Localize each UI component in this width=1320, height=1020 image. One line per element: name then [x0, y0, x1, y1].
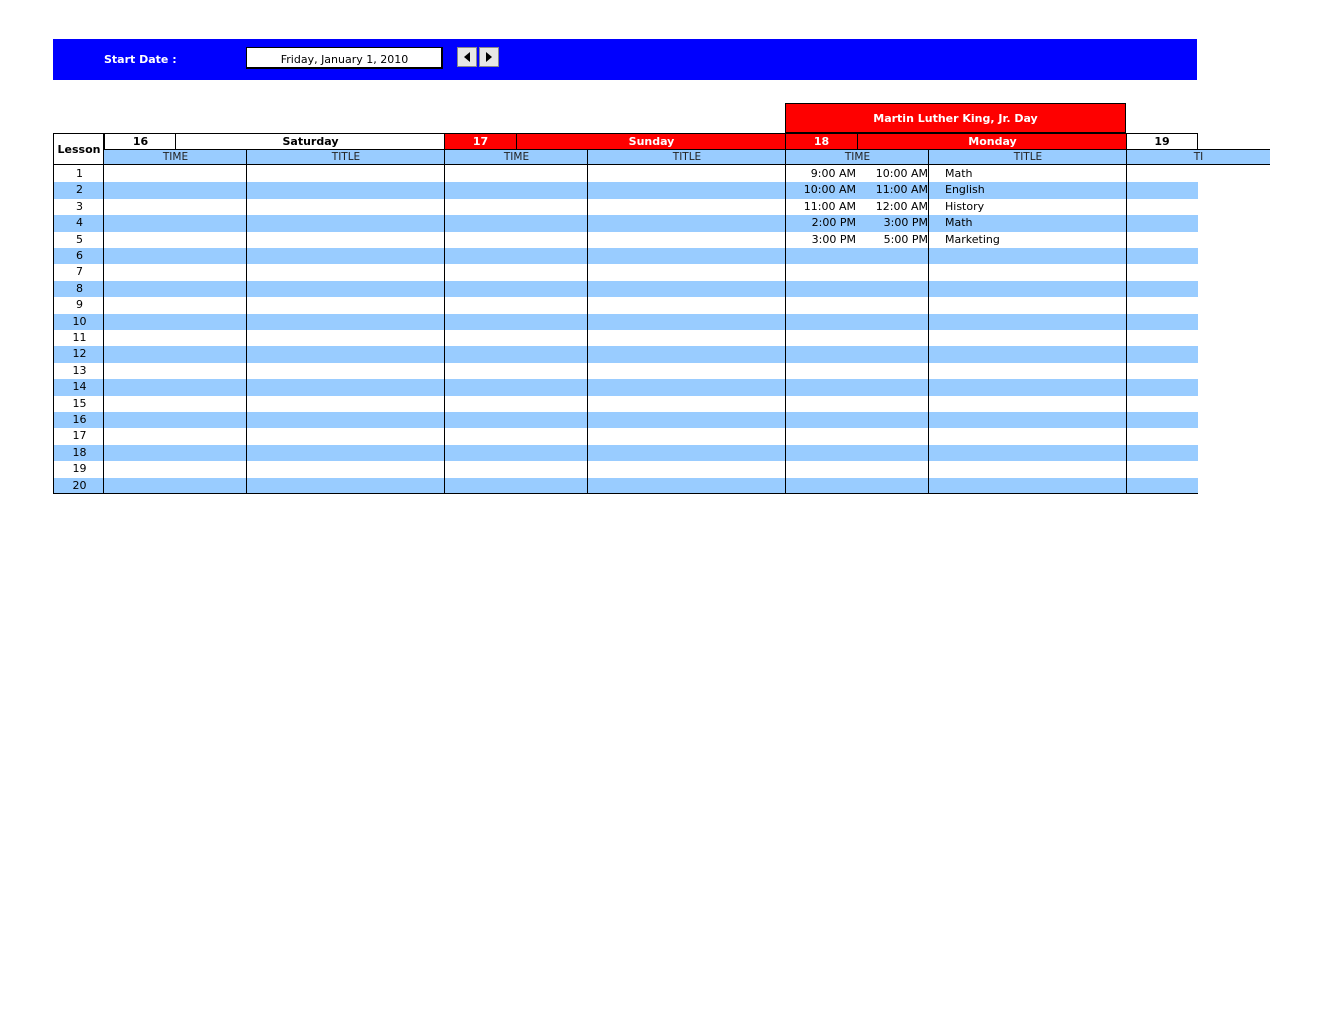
lesson-number: 20	[72, 478, 87, 492]
lesson-title	[945, 330, 1135, 346]
table-row[interactable]	[54, 166, 1198, 182]
lesson-number: 4	[76, 216, 83, 230]
previous-date-button[interactable]	[457, 47, 477, 67]
schedule-grid	[53, 133, 1204, 494]
start-time	[786, 281, 856, 297]
lesson-number: 5	[76, 232, 83, 246]
sunday-title-header: TITLE	[588, 149, 786, 165]
end-time	[860, 314, 928, 330]
start-time	[786, 478, 856, 494]
start-time	[786, 461, 856, 477]
lesson-title: History	[945, 199, 985, 213]
start-time	[786, 314, 856, 330]
day-name-monday: Monday	[857, 133, 1127, 149]
start-time	[786, 396, 856, 412]
table-row[interactable]	[54, 215, 1198, 231]
lesson-number: 13	[72, 363, 87, 377]
lesson-number: 9	[76, 298, 83, 312]
start-time	[786, 248, 856, 264]
header-bar	[53, 39, 1197, 80]
lesson-title	[945, 297, 1135, 313]
lesson-title	[945, 314, 1135, 330]
lesson-number: 12	[72, 347, 87, 361]
end-time: 11:00 AM	[875, 183, 928, 197]
lesson-number: 19	[72, 462, 87, 476]
table-row[interactable]	[54, 363, 1198, 379]
table-row[interactable]	[54, 412, 1198, 428]
start-time: 9:00 AM	[810, 167, 856, 180]
end-time	[860, 264, 928, 280]
table-row[interactable]	[54, 396, 1198, 412]
monday-time-header: TIME	[786, 149, 929, 165]
start-date-label: Start Date :	[104, 53, 177, 66]
table-row[interactable]	[54, 182, 1198, 198]
lesson-title	[945, 445, 1135, 461]
lesson-number: 17	[72, 429, 87, 443]
day-name-sunday: Sunday	[516, 133, 786, 149]
table-row[interactable]	[54, 314, 1198, 330]
start-time	[786, 379, 856, 395]
table-row[interactable]	[54, 248, 1198, 264]
start-time	[786, 346, 856, 362]
lesson-title	[945, 264, 1135, 280]
right-arrow-icon	[486, 52, 492, 62]
tuesday-time-header: TI	[1127, 149, 1270, 165]
day-number-16: 16	[104, 133, 176, 149]
lesson-number: 1	[76, 167, 83, 180]
grid-divider	[103, 133, 104, 494]
start-time	[786, 363, 856, 379]
start-time	[786, 412, 856, 428]
end-time: 3:00 PM	[883, 216, 928, 230]
table-row[interactable]	[54, 330, 1198, 346]
end-time	[860, 445, 928, 461]
lesson-number: 16	[72, 413, 87, 426]
end-time	[860, 330, 928, 346]
lesson-column-header: Lesson	[53, 133, 104, 165]
lesson-number: 2	[76, 183, 83, 197]
day-number-18: 18	[785, 133, 857, 149]
lesson-title: English	[945, 183, 985, 197]
end-time	[860, 396, 928, 412]
lesson-title	[945, 396, 1135, 412]
table-row[interactable]	[54, 478, 1198, 494]
grid-divider	[785, 133, 786, 494]
table-row[interactable]	[54, 297, 1198, 313]
lesson-number: 7	[76, 265, 83, 279]
lesson-title	[945, 412, 1135, 428]
lesson-title: Marketing	[945, 232, 1000, 246]
lesson-title: Math	[945, 167, 973, 180]
end-time	[860, 379, 928, 395]
sunday-time-header: TIME	[445, 149, 588, 165]
lesson-title	[945, 248, 1135, 264]
lesson-number: 11	[72, 331, 87, 344]
lesson-title	[945, 379, 1135, 395]
start-time	[786, 264, 856, 280]
next-date-button[interactable]	[479, 47, 499, 67]
day-name-saturday: Saturday	[175, 133, 445, 149]
end-time	[860, 461, 928, 477]
end-time	[860, 297, 928, 313]
lesson-title: Math	[945, 216, 973, 230]
monday-title-header: TITLE	[929, 149, 1127, 165]
table-row[interactable]	[54, 199, 1198, 215]
lesson-number: 3	[76, 199, 83, 213]
end-time	[860, 281, 928, 297]
lesson-title	[945, 461, 1135, 477]
day-number-19: 19	[1126, 133, 1198, 149]
end-time	[860, 363, 928, 379]
grid-bottom-border	[53, 493, 1198, 494]
start-time	[786, 297, 856, 313]
end-time: 5:00 PM	[883, 232, 928, 246]
grid-divider	[444, 133, 445, 494]
start-time: 2:00 PM	[811, 216, 856, 230]
table-row[interactable]	[54, 281, 1198, 297]
lesson-title	[945, 478, 1135, 494]
table-row[interactable]	[54, 264, 1198, 280]
lesson-title	[945, 346, 1135, 362]
table-row[interactable]	[54, 346, 1198, 362]
start-date-field[interactable]: Friday, January 1, 2010	[246, 47, 443, 69]
end-time	[860, 412, 928, 428]
lesson-number: 6	[76, 249, 83, 262]
start-time: 10:00 AM	[803, 183, 856, 197]
saturday-time-header: TIME	[104, 149, 247, 165]
grid-divider	[246, 149, 247, 494]
end-time	[860, 478, 928, 494]
lesson-number: 15	[72, 396, 87, 410]
lesson-title	[945, 281, 1135, 297]
table-row[interactable]	[54, 428, 1198, 444]
lesson-title	[945, 428, 1135, 444]
start-time	[786, 428, 856, 444]
table-row[interactable]	[54, 379, 1198, 395]
holiday-banner: Martin Luther King, Jr. Day	[785, 103, 1126, 133]
table-row[interactable]	[54, 445, 1198, 461]
end-time	[860, 428, 928, 444]
grid-divider	[928, 149, 929, 494]
day-number-17: 17	[444, 133, 516, 149]
lesson-number: 10	[72, 314, 87, 328]
start-time	[786, 445, 856, 461]
lesson-number: 14	[72, 380, 87, 394]
start-time: 11:00 AM	[803, 199, 856, 213]
grid-divider	[1126, 133, 1127, 494]
table-row[interactable]	[54, 232, 1198, 248]
end-time	[860, 248, 928, 264]
grid-left-border	[53, 133, 54, 494]
left-arrow-icon	[464, 52, 470, 62]
lesson-number: 8	[76, 281, 83, 295]
start-time: 3:00 PM	[811, 232, 856, 246]
table-row[interactable]	[54, 461, 1198, 477]
end-time: 12:00 AM	[875, 199, 928, 213]
end-time: 10:00 AM	[875, 167, 928, 180]
start-time	[786, 330, 856, 346]
lesson-number: 18	[72, 445, 87, 459]
saturday-title-header: TITLE	[247, 149, 445, 165]
grid-divider	[587, 149, 588, 494]
lesson-title	[945, 363, 1135, 379]
end-time	[860, 346, 928, 362]
